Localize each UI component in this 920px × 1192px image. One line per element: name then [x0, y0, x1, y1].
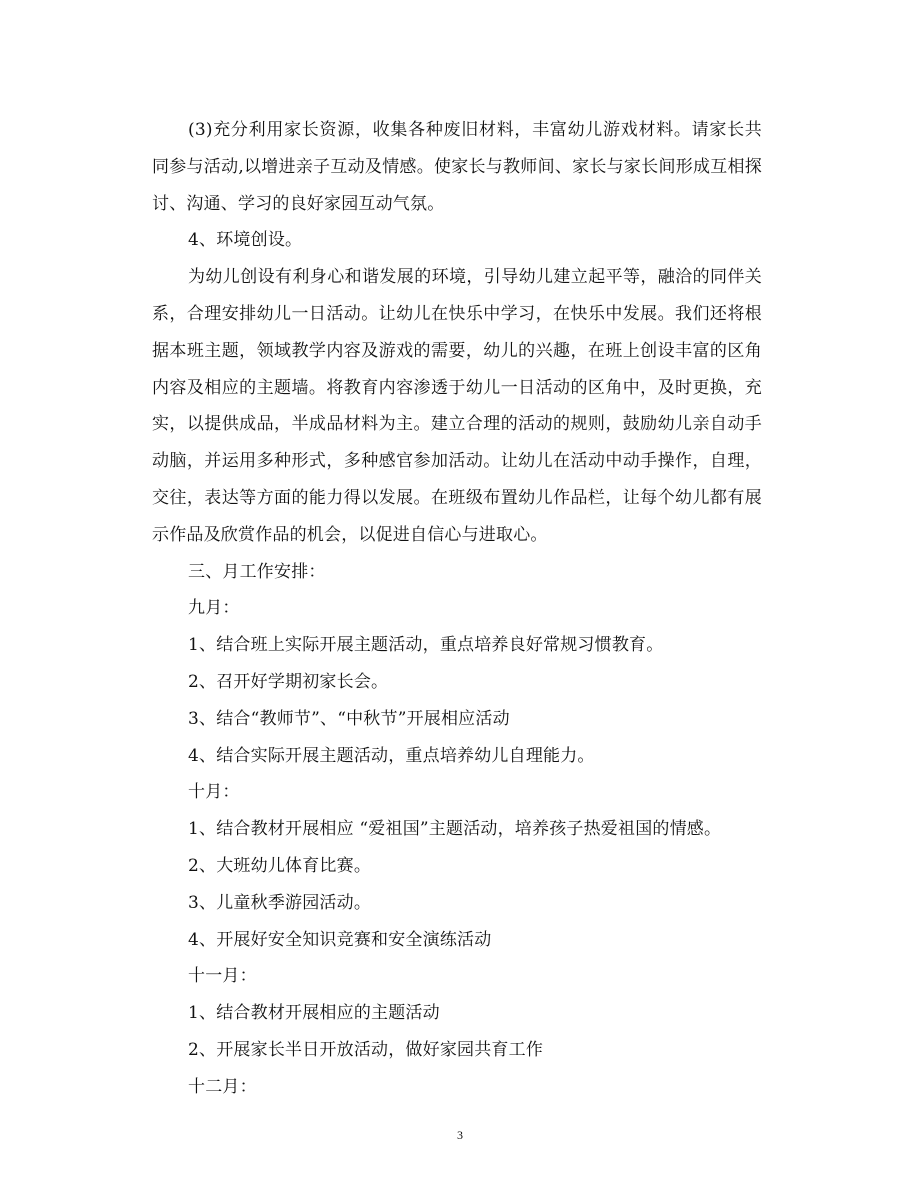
list-item: 1、结合教材开展相应的主题活动: [188, 1003, 440, 1024]
month-title-october: 十月：: [188, 782, 240, 803]
paragraph-parent-resources: (3)充分利用家长资源，收集各种废旧材料，丰富幼儿游戏材料。请家长共同参与活动,以增进亲子互动及情感。使家长与教师间、家长与家长间形成互相探讨、沟通、学习的良好家园互动气氛。: [152, 120, 762, 214]
list-item: 2、大班幼儿体育比赛。: [188, 855, 372, 876]
list-item: 4、结合实际开展主题活动，重点培养幼儿自理能力。: [188, 745, 595, 766]
section-title-monthly-plan: 三、月工作安排：: [188, 561, 326, 582]
month-title-september: 九月：: [188, 598, 240, 619]
document-body: [152, 112, 762, 1106]
heading-environment: 4、环境创设。: [188, 230, 303, 251]
list-item: 2、召开好学期初家长会。: [188, 671, 389, 692]
paragraph-environment: 为幼儿创设有利身心和谐发展的环境，引导幼儿建立起平等，融洽的同伴关系，合理安排幼儿一日活动。让幼儿在快乐中学习，在快乐中发展。我们还将根据本班主题，领域教学内容及游戏的需要，幼儿的兴趣，在班上创设丰富的区角内容及相应的主题墙。将教育内容渗透于幼儿一日活动的区角中，及时更换，充实，以提供成品，半成品材料为主。建立合理的活动的规则，鼓励幼儿亲自动手动脑，并运用多种形式，多种感官参加活动。让幼儿在活动中动手操作，自理，交往，表达等方面的能力得以发展。在班级布置幼儿作品栏，让每个幼儿都有展示作品及欣赏作品的机会，以促进自信心与进取心。: [152, 267, 762, 545]
list-item: 3、结合“教师节”、“中秋节”开展相应活动: [188, 708, 510, 729]
list-item: 4、开展好安全知识竞赛和安全演练活动: [188, 929, 492, 950]
list-item: 1、结合教材开展相应 “爱祖国”主题活动，培养孩子热爱祖国的情感。: [188, 819, 722, 840]
page-number: 3: [457, 1128, 463, 1142]
month-title-november: 十一月：: [188, 966, 257, 987]
list-item: 3、儿童秋季游园活动。: [188, 892, 372, 913]
list-item: 2、开展家长半日开放活动，做好家园共育工作: [188, 1039, 544, 1060]
list-item: 1、结合班上实际开展主题活动，重点培养良好常规习惯教育。: [188, 635, 664, 656]
month-title-december: 十二月：: [188, 1076, 257, 1097]
